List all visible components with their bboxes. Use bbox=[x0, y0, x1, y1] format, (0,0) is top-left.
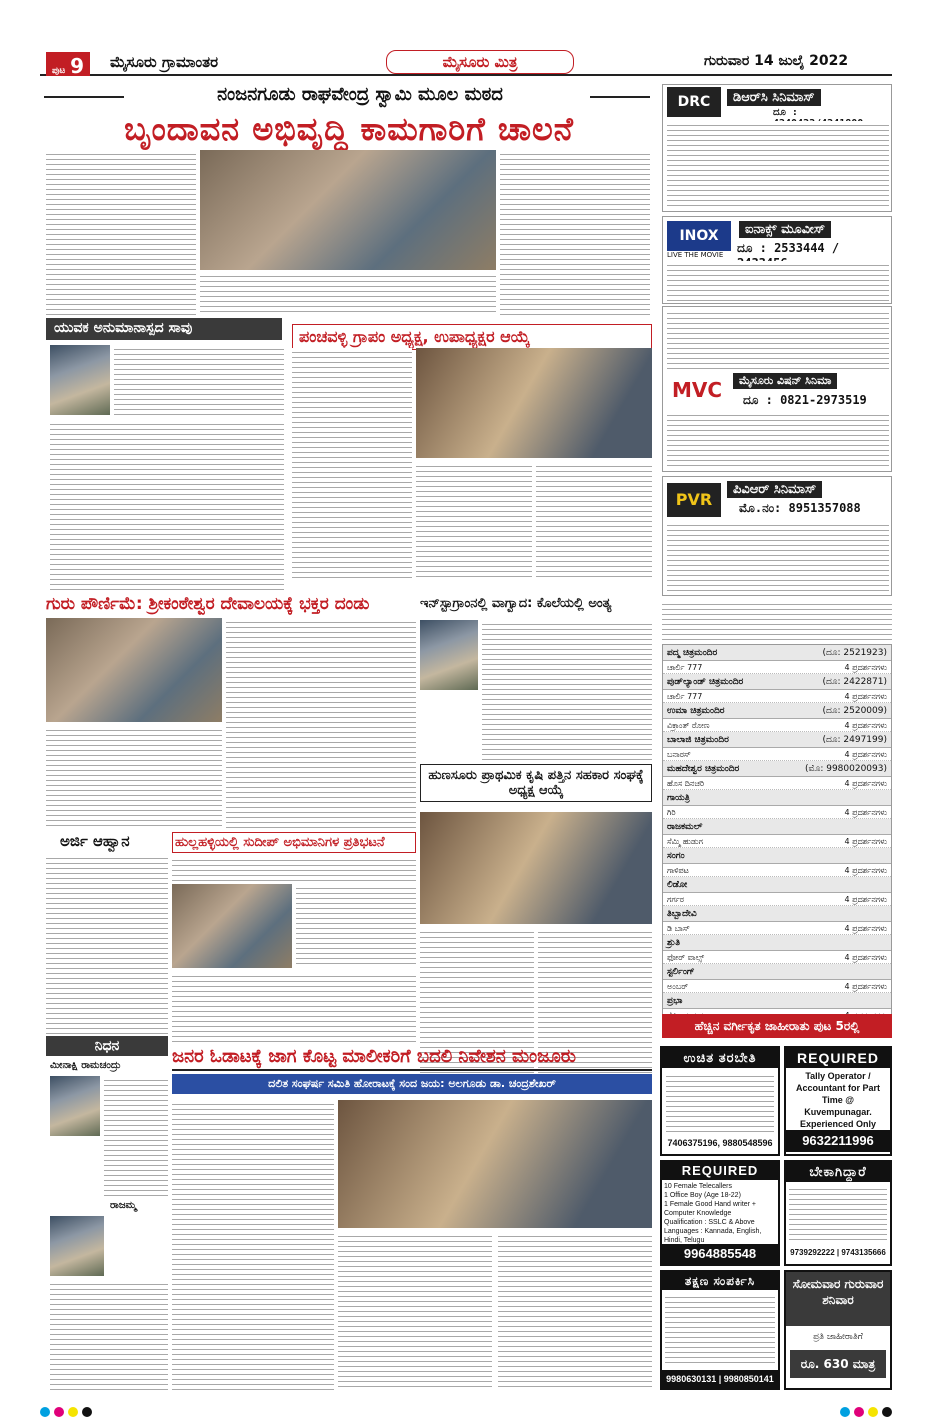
hunsur-photo bbox=[420, 812, 652, 924]
theatre-phone: (ದೂ: 2422871) bbox=[822, 677, 887, 687]
sudeep-body bbox=[172, 972, 416, 1042]
section-title: ಮೈಸೂರು ಗ್ರಾಮಾಂತರ bbox=[110, 53, 219, 71]
theatre-name: ಪುಡ್‌ಲ್ಯಾಂಡ್ ಚಿತ್ರಮಂದಿರ bbox=[667, 677, 744, 687]
theatre-header bbox=[663, 877, 891, 893]
theatre-phone: (ದೂ: 2497199) bbox=[822, 735, 887, 745]
theatre-name: ಸ್ಟರ್ಲಿಂಗ್ bbox=[667, 967, 695, 977]
instagram-headline: ಇನ್‌ಸ್ಟಾಗ್ರಾಂನಲ್ಲಿ ವಾಗ್ವಾದ: ಕೊಲೆಯಲ್ಲಿ ಅಂತ್ಯ bbox=[420, 596, 612, 611]
obituary-1-name: ಮೀನಾಕ್ಷಿ ರಾಮಚಂದ್ರು bbox=[50, 1060, 121, 1071]
film-title: ಗರ್ಗರ bbox=[667, 895, 685, 904]
black-mark bbox=[882, 1407, 892, 1417]
sudeep-body-right bbox=[296, 884, 416, 968]
theatre-film-row bbox=[663, 777, 891, 790]
magenta-mark bbox=[854, 1407, 864, 1417]
mvc-showtimes bbox=[667, 411, 889, 469]
panchayat-photo bbox=[416, 348, 652, 458]
theatre-film-row bbox=[663, 951, 891, 964]
youth-headline: ಯುವಕ ಅನುಮಾನಾಸ್ಪದ ಸಾವು bbox=[46, 318, 282, 340]
drc-name: ಡಿಆರ್‌ಸಿ ಸಿನಿಮಾಸ್ bbox=[727, 89, 821, 106]
training-ad-phone: 7406375196, 9880548596 bbox=[667, 1138, 773, 1148]
page-number-badge bbox=[46, 52, 90, 76]
tally-ad-title: REQUIRED bbox=[786, 1048, 890, 1068]
obituary-2-name: ರಾಜಮ್ಮ bbox=[110, 1200, 137, 1211]
theatre-header bbox=[663, 761, 891, 777]
film-title: ಫೋರ್ ವಾಲ್ಸ್ bbox=[667, 953, 705, 962]
application-headline: ಅರ್ಜಿ ಆಹ್ವಾನ bbox=[60, 832, 130, 850]
wanted-ad-title: ಬೇಕಾಗಿದ್ದಾರೆ bbox=[786, 1162, 890, 1182]
film-title: ಗಾಳಿಪಟ bbox=[667, 866, 689, 875]
drc-logo: DRC bbox=[667, 87, 721, 117]
mvc-phone: ದೂ : 0821-2973519 bbox=[743, 393, 867, 407]
show-count: 4 ಪ್ರದರ್ಶನಗಳು bbox=[844, 808, 887, 817]
theatre-name: ಸಂಗಂ bbox=[667, 851, 685, 861]
wanted-ad bbox=[784, 1160, 892, 1266]
youth-body-top bbox=[114, 345, 284, 415]
show-count: 4 ಪ್ರದರ್ಶನಗಳು bbox=[844, 721, 887, 730]
cyan-mark bbox=[840, 1407, 850, 1417]
sudeep-headline: ಹುಲ್ಲಹಳ್ಳಿಯಲ್ಲಿ ಸುದೀಪ್ ಅಭಿಮಾನಿಗಳ ಪ್ರತಿಭಟನೆ bbox=[172, 832, 416, 853]
print-marks-left bbox=[40, 1402, 96, 1421]
pvr-name: ಪಿವಿಆರ್ ಸಿನಿಮಾಸ್ bbox=[727, 481, 822, 498]
telecaller-ad-title: REQUIRED bbox=[662, 1162, 778, 1180]
training-ad-body bbox=[666, 1072, 774, 1132]
theatre-header bbox=[663, 819, 891, 835]
theatre-name: ಲಿಡೋ bbox=[667, 880, 688, 890]
obituary-1-body bbox=[104, 1076, 168, 1196]
theatre-film-row bbox=[663, 748, 891, 761]
guru-body-col2 bbox=[226, 618, 416, 828]
show-count: 4 ಪ್ರದರ್ಶನಗಳು bbox=[844, 750, 887, 759]
pvr-phone: ಮೊ.ನಂ: 8951357088 bbox=[739, 501, 861, 515]
theatre-name: ಉಮಾ ಚಿತ್ರಮಂದಿರ bbox=[667, 706, 725, 716]
mvc-name: ಮೈಸೂರು ವಿಷನ್ ಸಿನಿಮಾ bbox=[733, 373, 837, 389]
film-title: ಡಿ ಬಾಸ್ bbox=[667, 924, 690, 933]
theatre-list bbox=[662, 644, 892, 1023]
yellow-mark bbox=[68, 1407, 78, 1417]
film-title: ಹೊಸ ದಿನಚರಿ bbox=[667, 779, 705, 788]
panchayat-body-col3 bbox=[536, 462, 652, 580]
tally-ad-phone: 9632211996 bbox=[786, 1130, 890, 1152]
panchayat-body-col1 bbox=[292, 348, 412, 580]
show-count: 4 ಪ್ರದರ್ಶನಗಳು bbox=[844, 982, 887, 991]
black-mark bbox=[82, 1407, 92, 1417]
inox-showtimes bbox=[667, 261, 889, 301]
lead-kicker: ನಂಜನಗೂಡು ರಾಘವೇಂದ್ರ ಸ್ವಾಮಿ ಮೂಲ ಮಠದ bbox=[217, 84, 503, 105]
show-count: 4 ಪ್ರದರ್ಶನಗಳು bbox=[844, 663, 887, 672]
hunsur-headline: ಹುಣಸೂರು ಪ್ರಾಥಮಿಕ ಕೃಷಿ ಪತ್ತಿನ ಸಹಕಾರ ಸಂಘಕ್ಕೆ ಅಧ್ಯಕ್ಷ ಆಯ್ಕೆ bbox=[420, 764, 652, 802]
theatre-name: ರಾಜಕಮಲ್ bbox=[667, 822, 703, 832]
theatre-header bbox=[663, 674, 891, 690]
theatre-header bbox=[663, 732, 891, 748]
film-title: ಗಿರಿ bbox=[667, 808, 676, 817]
panchayat-headline: ಪಂಚವಳ್ಳಿ ಗ್ರಾಪಂ ಅಧ್ಯಕ್ಷ, ಉಪಾಧ್ಯಕ್ಷರ ಆಯ್ಕೆ bbox=[292, 324, 652, 350]
instagram-body bbox=[482, 620, 652, 760]
bottom-headline: ಜನರ ಓಡಾಟಕ್ಕೆ ಜಾಗ ಕೊಟ್ಟ ಮಾಲೀಕರಿಗೆ ಬದಲಿ ನಿವೇಶನ ಮಂಜೂರು bbox=[172, 1046, 652, 1071]
film-title: ಬನಾರಸ್ bbox=[667, 750, 691, 759]
show-count: 4 ಪ್ರದರ್ಶನಗಳು bbox=[844, 692, 887, 701]
theatre-film-row bbox=[663, 661, 891, 674]
lead-body-col1 bbox=[46, 150, 196, 315]
drc-phone: ದೂ : bbox=[773, 107, 798, 118]
kicker-rule-right bbox=[590, 96, 650, 98]
bottom-subheadline: ದಲಿತ ಸಂಘರ್ಷ ಸಮಿತಿ ಹೋರಾಟಕ್ಕೆ ಸಂದ ಜಯ: ಅಲಗೂಡು ಡಾ. ಚಂದ್ರಶೇಖರ್ bbox=[172, 1074, 652, 1094]
pvr-logo: PVR bbox=[667, 483, 721, 517]
rate-ad-price: ರೂ. 630 ಮಾತ್ರ bbox=[790, 1350, 886, 1378]
film-title: ಚಾರ್ಲಿ 777 bbox=[667, 663, 703, 672]
wanted-ad-phone: 9739292222 | 9743135666 bbox=[790, 1248, 886, 1257]
rate-ad-days: ಸೋಮವಾರ ಗುರುವಾರ ಶನಿವಾರ bbox=[786, 1272, 890, 1326]
issue-date: ಗುರುವಾರ 14 ಜುಲೈ 2022 bbox=[704, 53, 849, 69]
film-title: ಚಾರ್ಲಿ 777 bbox=[667, 692, 703, 701]
yellow-mark bbox=[868, 1407, 878, 1417]
obituary-headline: ನಿಧನ bbox=[46, 1036, 168, 1056]
theatre-header bbox=[663, 703, 891, 719]
theatre-header bbox=[663, 790, 891, 806]
panchayat-body-col2 bbox=[416, 462, 532, 580]
pvr-showtimes bbox=[667, 521, 889, 593]
obituary-2-body bbox=[50, 1280, 168, 1390]
theatre-name: ಗಾಯತ್ರಿ bbox=[667, 793, 690, 803]
inox-showtimes-more bbox=[667, 309, 889, 369]
theatre-phone: (ದೂ: 2521923) bbox=[822, 648, 887, 658]
theatre-header bbox=[663, 964, 891, 980]
contact-ad-phone: 9980630131 | 9980850141 bbox=[662, 1370, 778, 1388]
film-title: ಅಂಬರ್ bbox=[667, 982, 689, 991]
theatre-name: ಪ್ರಭಾ bbox=[667, 996, 683, 1006]
theatre-name: ಮಹದೇಶ್ವರ ಚಿತ್ರಮಂದಿರ bbox=[667, 764, 740, 774]
training-ad bbox=[660, 1046, 780, 1156]
magenta-mark bbox=[54, 1407, 64, 1417]
theatre-film-row bbox=[663, 690, 891, 703]
theatre-name: ತಿಬ್ಬಾದೇವಿ bbox=[667, 909, 697, 919]
theatre-name: ಪದ್ಮ ಚಿತ್ರಮಂದಿರ bbox=[667, 648, 718, 658]
obituary-2-photo bbox=[50, 1216, 104, 1276]
show-count: 4 ಪ್ರದರ್ಶನಗಳು bbox=[844, 924, 887, 933]
film-title: ಸೆಮ್ಮಿ ಹುಡುಗ bbox=[667, 837, 703, 846]
drc-showtimes bbox=[667, 121, 889, 209]
guru-headline: ಗುರು ಪೌರ್ಣಿಮೆ: ಶ್ರೀಕಂಠೇಶ್ವರ ದೇವಾಲಯಕ್ಕೆ ಭಕ್ತರ ದಂಡು bbox=[46, 594, 370, 614]
inox-tagline: LIVE THE MOVIE bbox=[667, 251, 724, 259]
youth-body bbox=[50, 420, 284, 590]
lead-headline: ಬೃಂದಾವನ ಅಭಿವೃದ್ಧಿ ಕಾಮಗಾರಿಗೆ ಚಾಲನೆ bbox=[124, 110, 574, 148]
instagram-photo bbox=[420, 620, 478, 690]
telecaller-ad-phone: 9964885548 bbox=[662, 1244, 778, 1264]
theatre-header bbox=[663, 906, 891, 922]
page-label: ಪುಟ bbox=[52, 66, 66, 76]
theatre-header bbox=[663, 993, 891, 1009]
mvc-block bbox=[662, 306, 892, 472]
contact-ad-title: ತಕ್ಷಣ ಸಂಪರ್ಕಿಸಿ bbox=[662, 1272, 778, 1290]
theatre-name: ಬಾಲಾಜಿ ಚಿತ್ರಮಂದಿರ bbox=[667, 735, 729, 745]
inox-phone: ದೂ : 2533444 / bbox=[737, 241, 840, 255]
sudeep-lead bbox=[172, 856, 416, 882]
contact-ad-body bbox=[665, 1293, 775, 1367]
theatre-header bbox=[663, 935, 891, 951]
temple-photo bbox=[46, 618, 222, 722]
theatre-name: ಶ್ರುತಿ bbox=[667, 938, 680, 948]
newspaper-logo: ಮೈಸೂರು ಮಿತ್ರ bbox=[386, 50, 574, 74]
print-marks-right bbox=[840, 1402, 896, 1421]
pvr-block bbox=[662, 476, 892, 596]
show-count: 4 ಪ್ರದರ್ಶನಗಳು bbox=[844, 779, 887, 788]
lead-photo bbox=[200, 150, 496, 270]
tally-ad bbox=[784, 1046, 892, 1156]
training-ad-title: ಉಚಿತ ತರಬೇತಿ bbox=[662, 1048, 778, 1068]
show-count: 4 ಪ್ರದರ್ಶನಗಳು bbox=[844, 866, 887, 875]
show-count: 4 ಪ್ರದರ್ಶನಗಳು bbox=[844, 895, 887, 904]
kicker-rule-left bbox=[44, 96, 124, 98]
guru-body-col1 bbox=[46, 726, 222, 828]
tally-ad-body: Tally Operator / Accountant for Part Time @ Kuvempunagar. Experienced Only bbox=[795, 1071, 880, 1129]
telecaller-ad bbox=[660, 1160, 780, 1266]
page-number: 9 bbox=[70, 54, 84, 78]
theatre-film-row bbox=[663, 719, 891, 732]
application-body bbox=[46, 854, 168, 1034]
youth-photo bbox=[50, 345, 110, 415]
mvc-logo: MVC bbox=[667, 375, 727, 405]
theatre-header bbox=[663, 645, 891, 661]
obituary-1-photo bbox=[50, 1076, 100, 1136]
show-count: 4 ಪ್ರದರ್ಶನಗಳು bbox=[844, 837, 887, 846]
lead-body-col3 bbox=[500, 150, 650, 315]
bottom-body-col3 bbox=[498, 1232, 652, 1390]
theatre-film-row bbox=[663, 893, 891, 906]
rate-ad-label: ಪ್ರತಿ ಜಾಹೀರಾತಿಗೆ bbox=[813, 1332, 863, 1342]
theatre-film-row bbox=[663, 980, 891, 993]
theatre-phone: (ಮೊ: 9980020093) bbox=[804, 764, 887, 774]
inox-logo: INOX bbox=[667, 221, 731, 251]
theatre-film-row bbox=[663, 806, 891, 819]
bottom-photo bbox=[338, 1100, 652, 1228]
theatre-header bbox=[663, 848, 891, 864]
rate-ad bbox=[784, 1270, 892, 1390]
wanted-ad-body bbox=[789, 1185, 887, 1243]
lead-caption bbox=[200, 272, 496, 314]
classified-banner: ಹೆಚ್ಚಿನ ವರ್ಗೀಕೃತ ಜಾಹೀರಾತು ಪುಟ 5ರಲ್ಲಿ bbox=[662, 1014, 892, 1038]
bottom-body-col1 bbox=[172, 1100, 334, 1390]
show-count: 4 ಪ್ರದರ್ಶನಗಳು bbox=[844, 953, 887, 962]
drc-block bbox=[662, 84, 892, 212]
theatre-film-row bbox=[663, 864, 891, 877]
contact-ad bbox=[660, 1270, 780, 1390]
theatre-phone: (ದೂ: 2520009) bbox=[822, 706, 887, 716]
bottom-body-col2 bbox=[338, 1232, 492, 1390]
cinema-notice bbox=[662, 600, 892, 640]
theatre-film-row bbox=[663, 922, 891, 935]
theatre-film-row bbox=[663, 835, 891, 848]
cyan-mark bbox=[40, 1407, 50, 1417]
inox-block bbox=[662, 216, 892, 304]
film-title: ವಿಕ್ರಾಂತ್ ರೋಣ bbox=[667, 721, 710, 730]
inox-name: ಐನಾಕ್ಸ್ ಮೂವೀಸ್ bbox=[739, 221, 831, 238]
sudeep-photo bbox=[172, 884, 292, 968]
telecaller-ad-body: 10 Female Telecallers 1 Office Boy (Age 18-22) 1 Female Good Hand writer + Computer Knowledge Qualification : SSLC & Above Languages : Kannada, English, Hindi, Telugu bbox=[664, 1183, 762, 1244]
